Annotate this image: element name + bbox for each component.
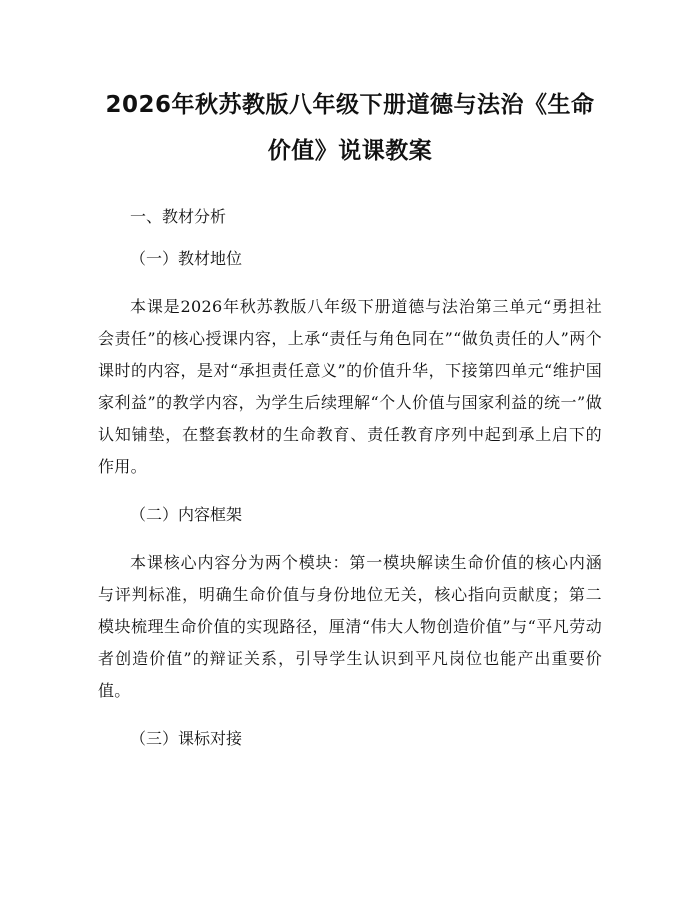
document-title: 2026年秋苏教版八年级下册道德与法治《生命价值》说课教案	[105, 92, 595, 164]
subsection-heading-textbook-position: （一）教材地位	[130, 249, 243, 268]
paragraph-content-framework: 本课核心内容分为两个模块：第一模块解读生命价值的核心内涵与评判标准，明确生命价值与身份地位无关，核心指向贡献度；第二模块梳理生命价值的实现路径，厘清“伟大人物创造价值”与“平凡劳动者创造价值”的辩证关系，引导学生认识到平凡岗位也能产出重要价值。	[98, 553, 602, 700]
subsection-heading-content-framework: （二）内容框架	[130, 505, 243, 524]
section-heading-textbook-analysis: 一、教材分析	[130, 207, 227, 226]
paragraph-textbook-position: 本课是2026年秋苏教版八年级下册道德与法治第三单元“勇担社会责任”的核心授课内容，上承“责任与角色同在”“做负责任的人”两个课时的内容，是对“承担责任意义”的价值升华，下接第四单元“维护国家利益”的教学内容，为学生后续理解“个人价值与国家利益的统一”做认知铺垫，在整套教材的生命教育、责任教育序列中起到承上启下的作用。	[98, 297, 602, 476]
subsection-heading-curriculum-alignment: （三）课标对接	[130, 729, 243, 748]
